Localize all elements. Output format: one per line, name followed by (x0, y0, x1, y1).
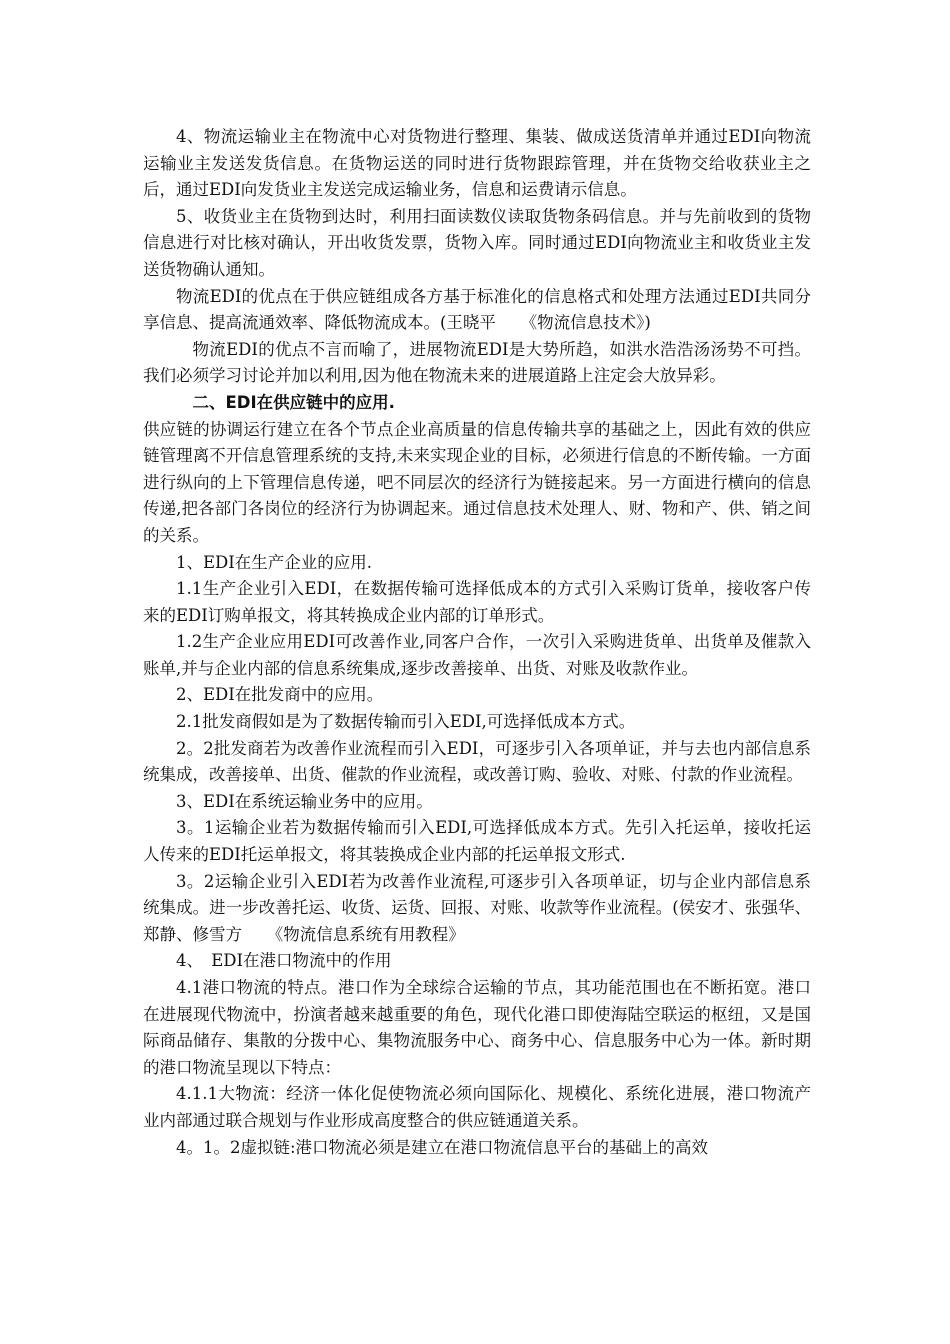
paragraph-production-1-1: 1.1生产企业引入EDI，在数据传输可选择低成本的方式引入采购订货单，接收客户传来的EDI订购单报文，将其转换成企业内部的订单形式。 (143, 579, 811, 625)
paragraph-edi-advantages: 物流EDI的优点在于供应链组成各方基于标准化的信息格式和处理方法通过EDI共同分享信息、提高流通效率、降低物流成本。(王晓平 《物流信息技术》) (143, 286, 811, 333)
section-heading-supply-chain: 二、EDI在供应链中的应用. (192, 392, 395, 412)
paragraph-wholesale-2-1: 2.1批发商假如是为了数据传输而引入EDI,可选择低成本方式。 (176, 712, 636, 732)
subheading-wholesale: 2、EDI在批发商中的应用。 (176, 685, 384, 705)
subheading-transport: 3、EDI在系统运输业务中的应用。 (176, 791, 433, 811)
paragraph-transport-3-2: 3。2运输企业引入EDI若为改善作业流程,可逐步引入各项单证，切与企业内部信息系统集成。进一步改善托运、收货、运货、回报、对账、收款等作业流程。(侯安才、张强华、郑静、修雪方 《物流信息系统有用教程》 (143, 871, 811, 944)
document-page (143, 124, 811, 1161)
paragraph-transport-3-1: 3。1运输企业若为数据传输而引入EDI,可选择低成本方式。先引入托运单，接收托运人传来的EDI托运单报文，将其装换成企业内部的托运单报文形式. (143, 818, 811, 865)
paragraph-production-1-2: 1.2生产企业应用EDI可改善作业,同客户合作，一次引入采购进货单、出货单及催款入账单,并与企业内部的信息系统集成,逐步改善接单、出货、对账及收款作业。 (143, 632, 811, 678)
paragraph-port-4-1-1: 4.1.1大物流：经济一体化促使物流必须向国际化、规模化、系统化进展，港口物流产业内部通过联合规划与作业形成高度整合的供应链通道关系。 (143, 1084, 811, 1130)
paragraph-receiving-info: 5、收货业主在货物到达时，利用扫面读数仪读取货物条码信息。并与先前收到的货物信息进行对比核对确认，开出收货发票，货物入库。同时通过EDI向物流业主和收货业主发送货物确认通知。 (143, 206, 811, 279)
paragraph-port-4-1-2: 4。1。2虚拟链:港口物流必须是建立在港口物流信息平台的基础上的高效 (176, 1137, 709, 1157)
subheading-production: 1、EDI在生产企业的应用. (176, 552, 373, 572)
paragraph-wholesale-2-2: 2。2批发商若为改善作业流程而引入EDI，可逐步引入各项单证，并与去也内部信息系统集成，改善接单、出货、催款的作业流程，或改善订购、验收、对账、付款的作业流程。 (143, 738, 811, 785)
paragraph-port-4-1: 4.1港口物流的特点。港口作为全球综合运输的节点，其功能范围也在不断拓宽。港口在进展现代物流中，扮演者越来越重要的角色，现代化港口即使海陆空联运的枢纽，又是国际商品储存、集散的分拨中心、集物流服务中心、商务中心、信息服务中心为一体。新时期的港口物流呈现以下特点： (143, 978, 811, 1077)
paragraph-edi-trend: 物流EDI的优点不言而喻了，进展物流EDI是大势所趋，如洪水浩浩汤汤势不可挡。我们必须学习讨论并加以利用,因为他在物流未来的进展道路上注定会大放异彩。 (143, 339, 811, 386)
paragraph-shipping-info: 4、物流运输业主在物流中心对货物进行整理、集装、做成送货清单并通过EDI向物流运输业主发送发货信息。在货物运送的同时进行货物跟踪管理，并在货物交给收获业主之后，通过EDI向发货业主发送完成运输业务，信息和运费请示信息。 (143, 127, 811, 200)
subheading-port-logistics: 4、 EDI在港口物流中的作用 (176, 951, 392, 971)
paragraph-supply-chain-intro: 供应链的协调运行建立在各个节点企业高质量的信息传输共享的基础之上，因此有效的供应链管理离不开信息管理系统的支持,未来实现企业的目标，必须进行信息的不断传输。一方面进行纵向的上下管理信息传递，吧不同层次的经济行为链接起来。另一方面进行横向的信息传递,把各部门各岗位的经济行为协调起来。通过信息技术处理人、财、物和产、供、销之间的关系。 (143, 419, 811, 545)
